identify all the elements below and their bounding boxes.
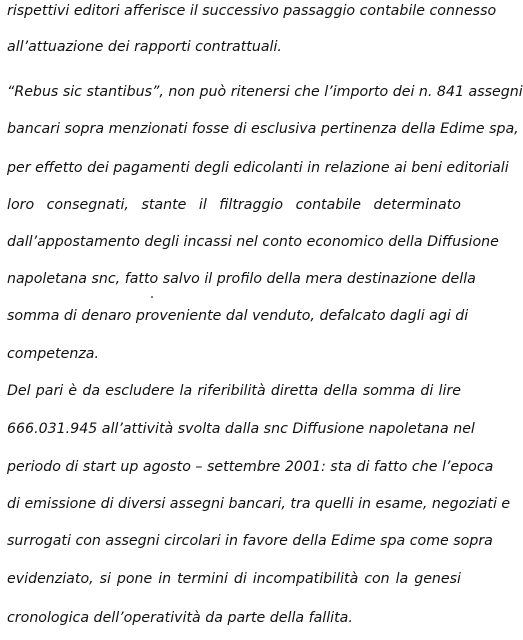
text-line: napoletana snc, fatto salvo il profilo della mera destinazione della	[7, 271, 476, 287]
text-line: Del pari è da escludere la riferibilità diretta della somma di lire	[7, 383, 461, 399]
text-line: cronologica dell’operatività da parte della fallita.	[7, 610, 353, 626]
text-line: rispettivi editori afferisce il successivo passaggio contabile connesso	[7, 3, 497, 19]
text-line: per effetto dei pagamenti degli edicolanti in relazione ai beni editoriali	[7, 160, 509, 176]
text-line: competenza.	[7, 346, 99, 362]
text-line: “Rebus sic stantibus”, non può ritenersi che l’importo dei n. 841 assegni	[7, 84, 523, 100]
text-line: periodo di start up agosto – settembre 2001: sta di fatto che l’epoca	[7, 459, 494, 475]
text-line: bancari sopra menzionati fosse di esclusiva pertinenza della Edime spa,	[7, 121, 519, 137]
text-line: all’attuazione dei rapporti contrattuali.	[7, 39, 282, 55]
text-line: 666.031.945 all’attività svolta dalla snc Diffusione napoletana nel	[7, 421, 475, 437]
scan-speck	[151, 296, 153, 298]
text-line: somma di denaro proveniente dal venduto, defalcato dagli agi di	[7, 308, 469, 324]
text-line: surrogati con assegni circolari in favore della Edime spa come sopra	[7, 533, 493, 549]
text-line: loro consegnati, stante il filtraggio contabile determinato	[7, 197, 461, 213]
text-line: evidenziato, si pone in termini di incompatibilità con la genesi	[7, 571, 461, 587]
text-line: di emissione di diversi assegni bancari, tra quelli in esame, negoziati e	[7, 496, 511, 512]
text-line: dall’appostamento degli incassi nel conto economico della Diffusione	[7, 234, 499, 250]
